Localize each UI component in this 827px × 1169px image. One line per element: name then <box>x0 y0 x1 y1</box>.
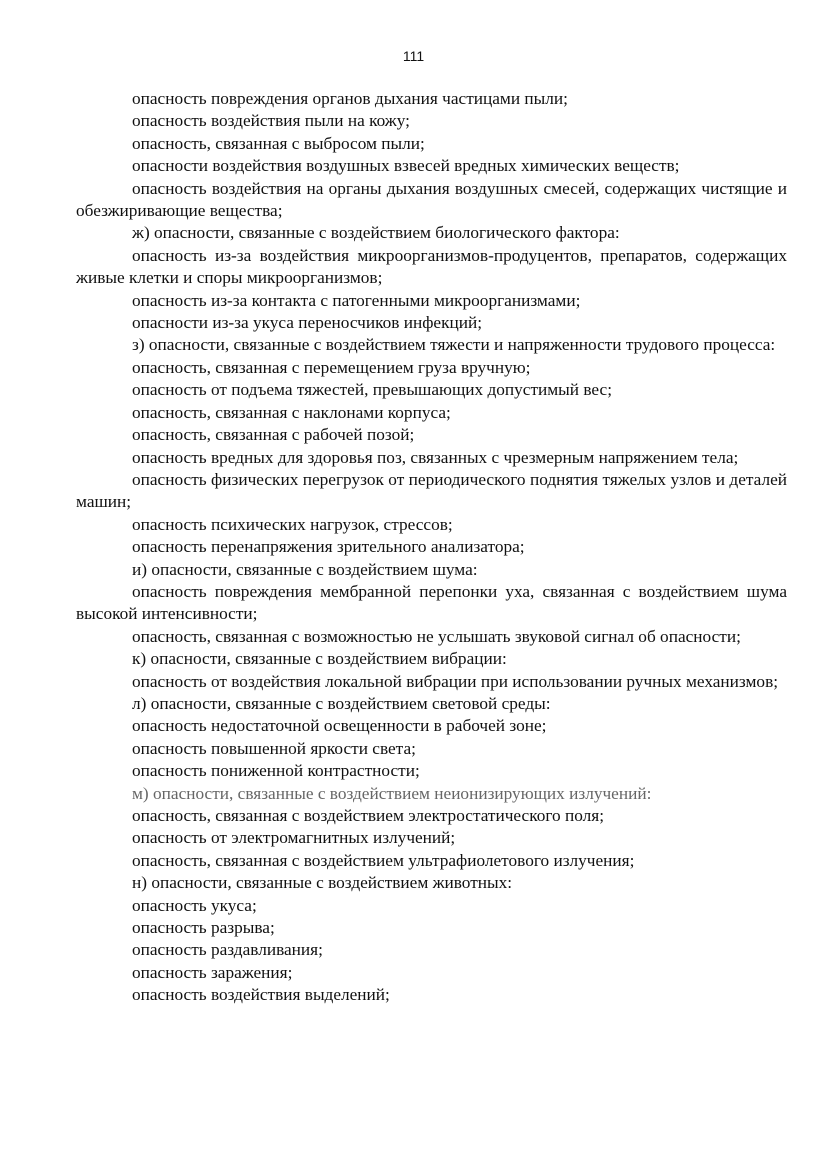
paragraph-dust-respiratory: опасность повреждения органов дыхания частицами пыли; <box>132 89 568 108</box>
paragraph-low-contrast: опасность пониженной контрастности; <box>132 761 420 781</box>
paragraph-bite: опасность укуса; <box>132 895 257 915</box>
paragraph-physical-overload: опасность физических перегрузок от периодического поднятия тяжелых узлов и деталей машин; <box>76 469 787 512</box>
paragraph-overweight-lifting: опасность от подъема тяжестей, превышающих допустимый вес; <box>132 380 612 400</box>
paragraph-eardrum-damage: опасность повреждения мембранной перепонки уха, связанная с воздействием шума высокой интенсивности; <box>76 581 787 624</box>
paragraph-crushing: опасность раздавливания; <box>132 940 323 960</box>
paragraph-excessive-brightness: опасность повышенной яркости света; <box>132 738 416 758</box>
page-body <box>76 88 787 1007</box>
paragraph-pathogen-contact: опасность из-за контакта с патогенными микроорганизмами; <box>132 290 581 310</box>
section-heading-radiation: м) опасности, связанные с воздействием неионизирующих излучений: <box>132 783 652 803</box>
paragraph-body-bending: опасность, связанная с наклонами корпуса; <box>132 402 451 422</box>
paragraph-work-posture: опасность, связанная с рабочей позой; <box>132 425 415 445</box>
paragraph-ultraviolet-radiation: опасность, связанная с воздействием ультрафиолетового излучения; <box>132 850 635 870</box>
paragraph-secretions: опасность воздействия выделений; <box>132 985 390 1005</box>
section-heading-animals: н) опасности, связанные с воздействием животных: <box>132 873 513 893</box>
paragraph-electrostatic-field: опасность, связанная с воздействием электростатического поля; <box>132 806 605 825</box>
paragraph-local-vibration: опасность от воздействия локальной вибрации при использовании ручных механизмов; <box>132 671 779 691</box>
paragraph-missed-signal: опасность, связанная с возможностью не услышать звуковой сигнал об опасности; <box>132 626 741 646</box>
paragraph-visual-strain: опасность перенапряжения зрительного анализатора; <box>132 537 525 557</box>
paragraph-airborne-chemicals: опасности воздействия воздушных взвесей вредных химических веществ; <box>132 156 680 176</box>
paragraph-insufficient-lighting: опасность недостаточной освещенности в рабочей зоне; <box>132 716 547 736</box>
section-heading-lighting: л) опасности, связанные с воздействием световой среды: <box>132 693 551 713</box>
section-heading-biological: ж) опасности, связанные с воздействием биологического фактора: <box>132 223 620 243</box>
paragraph-dust-release: опасность, связанная с выбросом пыли; <box>132 133 425 153</box>
paragraph-infection: опасность заражения; <box>132 962 293 982</box>
paragraph-dust-skin: опасность воздействия пыли на кожу; <box>132 111 410 131</box>
paragraph-vector-bites: опасности из-за укуса переносчиков инфекций; <box>132 313 483 333</box>
paragraph-harmful-postures: опасность вредных для здоровья поз, связанных с чрезмерным напряжением тела; <box>132 447 739 467</box>
paragraph-manual-handling: опасность, связанная с перемещением груза вручную; <box>132 357 531 377</box>
paragraph-electromagnetic-radiation: опасность от электромагнитных излучений; <box>132 828 456 848</box>
section-heading-noise: и) опасности, связанные с воздействием шума: <box>132 559 478 579</box>
section-heading-vibration: к) опасности, связанные с воздействием вибрации: <box>132 649 507 669</box>
paragraph-microorganism-producers: опасность из-за воздействия микроорганизмов-продуцентов, препаратов, содержащих живые клетки и споры микроорганизмов; <box>76 245 787 288</box>
page-number: 111 <box>402 48 425 64</box>
section-heading-workload: з) опасности, связанные с воздействием тяжести и напряженности трудового процесса: <box>132 335 776 355</box>
paragraph-mental-stress: опасность психических нагрузок, стрессов; <box>132 514 453 534</box>
paragraph-cleaning-agents: опасность воздействия на органы дыхания воздушных смесей, содержащих чистящие и обезжиривающие вещества; <box>76 178 787 221</box>
paragraph-tearing: опасность разрыва; <box>132 918 275 938</box>
